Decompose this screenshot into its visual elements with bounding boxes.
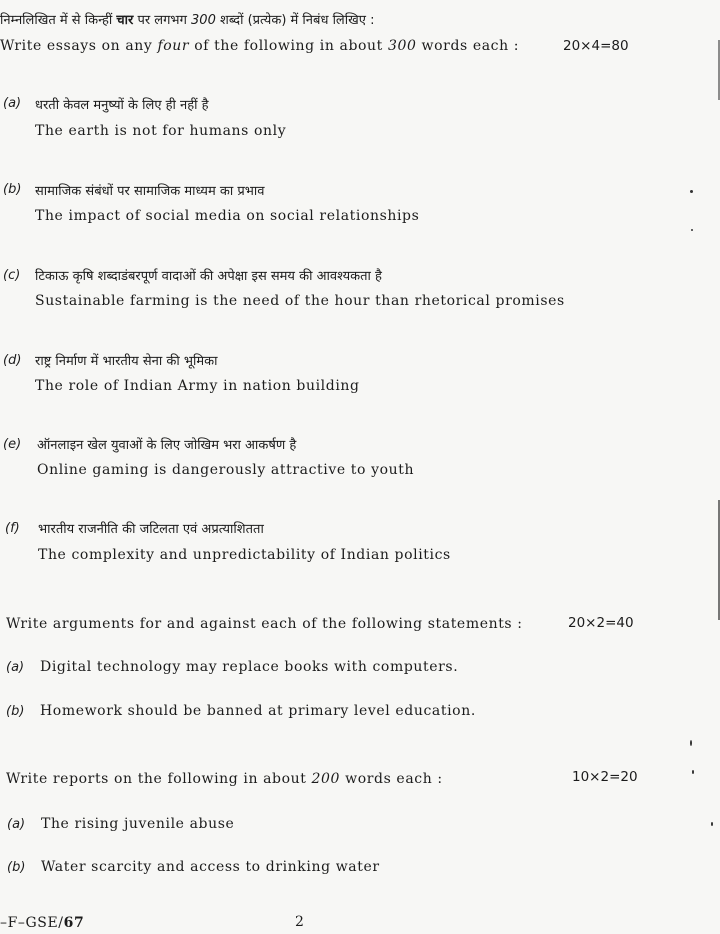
q1-item-label: (e): [3, 437, 22, 452]
q1-hi-num: 300: [191, 13, 216, 28]
q1-hi-mid: पर लगभग: [133, 13, 192, 28]
q1-item-english: Sustainable farming is the need of the hour than rhetorical promises: [35, 293, 565, 309]
q1-item-hindi: राष्ट्र निर्माण में भारतीय सेना की भूमिका: [35, 354, 218, 369]
scan-speck: [690, 190, 693, 193]
scan-speck: [690, 740, 692, 746]
q3-en-pre: Write reports on the following in about: [6, 771, 312, 787]
q1-item-english: The role of Indian Army in nation building: [35, 378, 360, 394]
q1-item-hindi: सामाजिक संबंधों पर सामाजिक माध्यम का प्रभाव: [35, 184, 265, 199]
q2-item-label: (b): [6, 704, 25, 719]
q3-item-text: Water scarcity and access to drinking water: [41, 859, 380, 875]
scan-speck: [711, 822, 713, 826]
q1-item-label: (f): [5, 521, 20, 536]
q1-en-em: four: [157, 38, 190, 54]
paper-code-number: 67: [63, 915, 85, 931]
scan-speck: [692, 770, 694, 774]
q2-instruction: Write arguments for and against each of the following statements :: [6, 616, 523, 632]
q1-hi-post: शब्दों (प्रत्येक) में निबंध लिखिए :: [215, 13, 375, 28]
q1-item-label: (d): [3, 353, 22, 368]
q1-item-hindi: भारतीय राजनीति की जटिलता एवं अप्रत्याशितता: [38, 522, 264, 537]
q1-item-hindi: धरती केवल मनुष्यों के लिए ही नहीं है: [35, 98, 209, 113]
scan-speck: [691, 229, 693, 231]
q1-item-english: The impact of social media on social relationships: [35, 208, 420, 224]
q2-item-text: Digital technology may replace books with computers.: [40, 659, 459, 675]
q1-item-english: The complexity and unpredictability of Indian politics: [38, 547, 451, 563]
q1-en-num: 300: [387, 38, 417, 54]
q1-hi-pre: निम्नलिखित में से किन्हीं: [0, 13, 117, 28]
q1-item-english: The earth is not for humans only: [35, 123, 287, 139]
q3-item-label: (a): [7, 817, 26, 832]
q1-marks: 20×4=80: [563, 38, 629, 54]
q1-item-label: (c): [3, 268, 21, 283]
q1-hi-bold: चार: [116, 13, 134, 28]
q3-item-label: (b): [7, 860, 26, 875]
q3-instruction: [6, 771, 443, 787]
q1-en-post: words each :: [416, 38, 520, 54]
q1-en-mid: of the following in about: [189, 38, 388, 54]
q1-en-pre: Write essays on any: [0, 38, 158, 54]
q1-instruction-hindi: [0, 10, 374, 28]
q1-instruction-english: [0, 38, 519, 54]
q1-item-label: (a): [3, 96, 22, 111]
q3-en-post: words each :: [340, 771, 443, 787]
paper-code: [0, 915, 84, 931]
q1-item-english: Online gaming is dangerously attractive to youth: [37, 462, 415, 478]
q3-marks: 10×2=20: [572, 769, 638, 785]
paper-code-prefix: –F–GSE/: [0, 915, 64, 931]
page-number: 2: [295, 914, 305, 930]
q2-item-text: Homework should be banned at primary level education.: [40, 703, 476, 719]
q2-item-label: (a): [6, 660, 25, 675]
q1-item-hindi: ऑनलाइन खेल युवाओं के लिए जोखिम भरा आकर्षण है: [37, 438, 297, 453]
q3-item-text: The rising juvenile abuse: [41, 816, 235, 832]
q3-en-num: 200: [311, 771, 341, 787]
q1-item-hindi: टिकाऊ कृषि शब्दाडंबरपूर्ण वादाओं की अपेक्षा इस समय की आवश्यकता है: [35, 269, 382, 284]
q1-item-label: (b): [3, 182, 22, 197]
q2-marks: 20×2=40: [568, 615, 634, 631]
